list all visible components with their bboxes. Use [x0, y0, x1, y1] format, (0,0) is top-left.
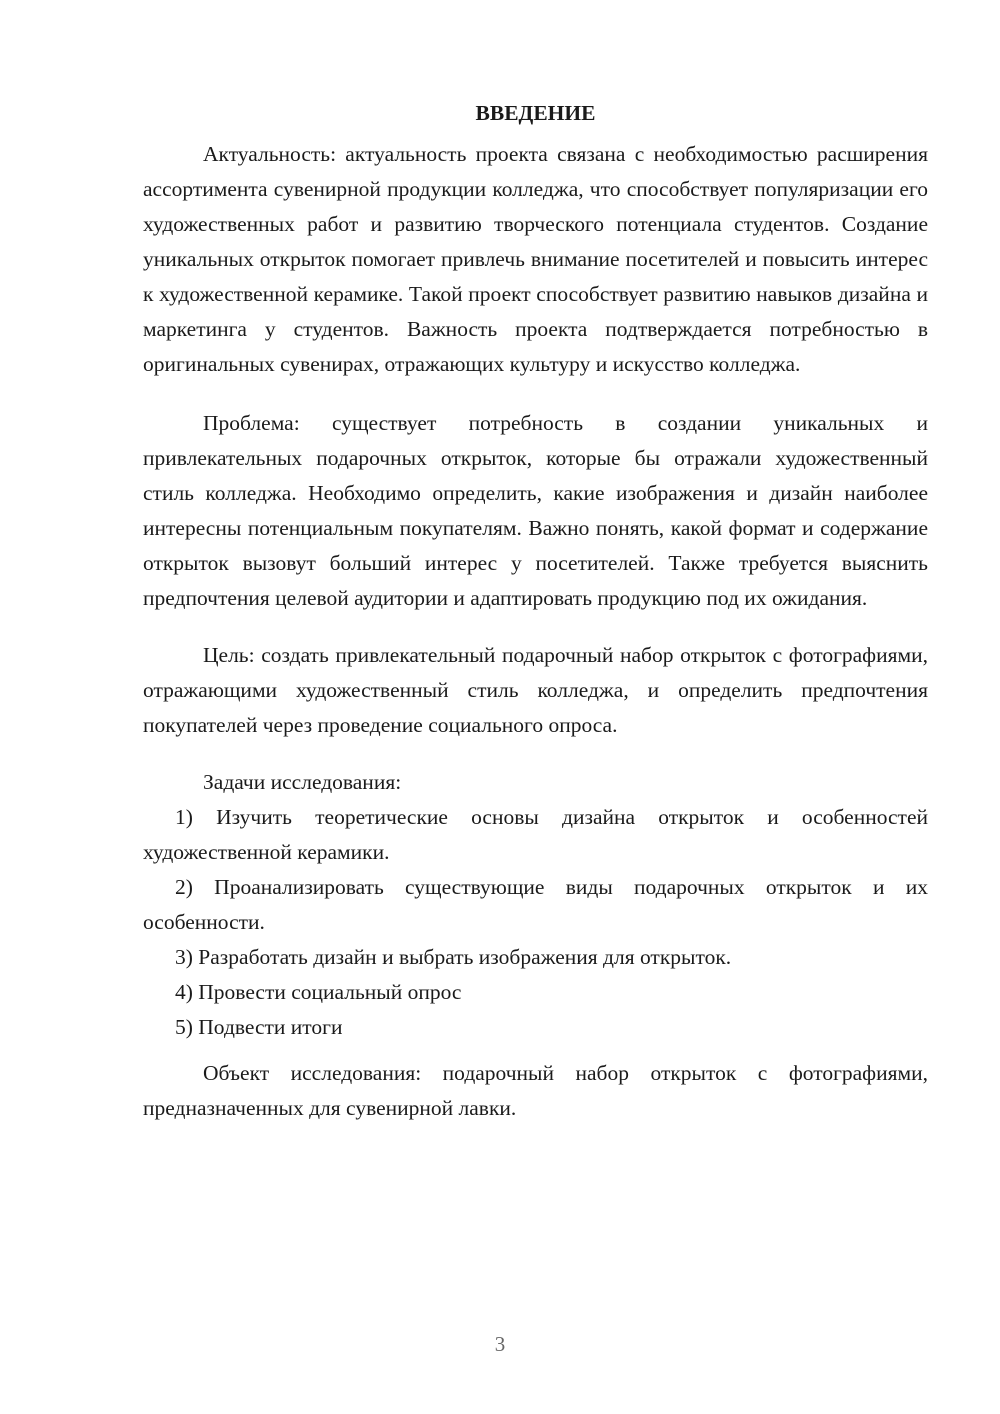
section-heading: ВВЕДЕНИЕ	[475, 101, 596, 125]
task-item: 2) Проанализировать существующие виды подарочных открыток и их особенности.	[143, 875, 928, 934]
task-item: 5) Подвести итоги	[175, 1015, 343, 1039]
page-number: 3	[494, 1332, 506, 1356]
relevance-paragraph: Актуальность: актуальность проекта связана с необходимостью расширения ассортимента сувенирной продукции колледжа, что способствует популяризации его художественных работ и развитию творческого потенциала студентов. Создание уникальных открыток помогает привлечь внимание посетителей и повысить интерес к художественной керамике. Такой проект способствует развитию навыков дизайна и маркетинга у студентов. Важность проекта подтверждается потребностью в оригинальных сувенирах, отражающих культуру и искусство колледжа.	[143, 142, 928, 376]
task-item: 3) Разработать дизайн и выбрать изображения для открыток.	[175, 945, 732, 969]
task-item: 1) Изучить теоретические основы дизайна открыток и особенностей художественной керамики.	[143, 805, 928, 864]
tasks-title: Задачи исследования:	[203, 770, 402, 794]
document-body	[143, 96, 928, 1126]
task-item: 4) Провести социальный опрос	[175, 980, 462, 1004]
goal-paragraph: Цель: создать привлекательный подарочный набор открыток с фотографиями, отражающими художественный стиль колледжа, и определить предпочтения покупателей через проведение социального опроса.	[143, 643, 928, 737]
problem-paragraph: Проблема: существует потребность в создании уникальных и привлекательных подарочных открыток, которые бы отражали художественный стиль колледжа. Необходимо определить, какие изображения и дизайн наиболее интересны потенциальным покупателям. Важно понять, какой формат и содержание открыток вызовут больший интерес у посетителей. Также требуется выяснить предпочтения целевой аудитории и адаптировать продукцию под их ожидания.	[143, 411, 928, 610]
object-paragraph: Объект исследования: подарочный набор открыток с фотографиями, предназначенных для сувенирной лавки.	[143, 1061, 928, 1120]
